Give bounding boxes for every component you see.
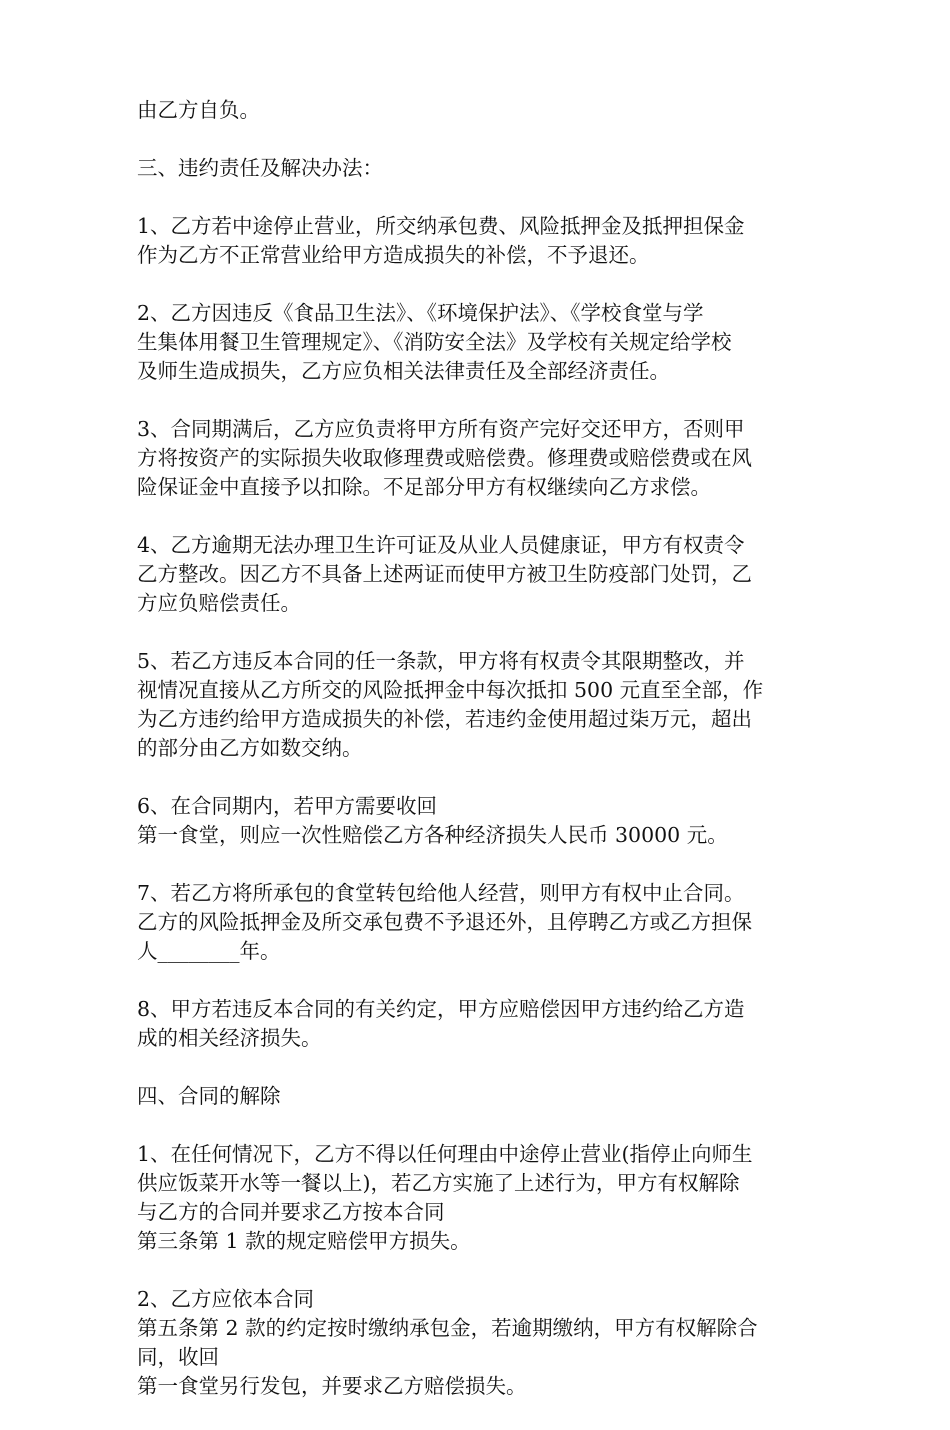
text-line: 三、违约责任及解决办法： xyxy=(137,156,383,180)
text-line: 及师生造成损失，乙方应负相关法律责任及全部经济责任。 xyxy=(137,359,670,383)
text-line: 作为乙方不正常营业给甲方造成损失的补偿，不予退还。 xyxy=(137,243,650,267)
clause-3-5 xyxy=(137,647,827,763)
text-line: 与乙方的合同并要求乙方按本合同 xyxy=(137,1200,445,1224)
clause-3-7 xyxy=(137,879,827,966)
text-line: 由乙方自负。 xyxy=(137,98,260,122)
text-line: 1、乙方若中途停止营业，所交纳承包费、风险抵押金及抵押担保金 xyxy=(137,214,745,238)
text-line: 方应负赔偿责任。 xyxy=(137,591,301,615)
text-line: 同，收回 xyxy=(137,1345,219,1369)
clause-3-8 xyxy=(137,995,827,1053)
text-line: 5、若乙方违反本合同的任一条款，甲方将有权责令其限期整改，并 xyxy=(137,649,745,673)
clause-3-3 xyxy=(137,415,827,502)
clause-4-1 xyxy=(137,1140,827,1256)
text-line: 6、在合同期内，若甲方需要收回 xyxy=(137,794,438,818)
text-line: 8、甲方若违反本合同的有关约定，甲方应赔偿因甲方违约给乙方造 xyxy=(137,997,745,1021)
text-line: 险保证金中直接予以扣除。不足部分甲方有权继续向乙方求偿。 xyxy=(137,475,711,499)
text-line: 1、在任何情况下，乙方不得以任何理由中途停止营业(指停止向师生 xyxy=(137,1142,753,1166)
text-line: 第五条第 2 款的约定按时缴纳承包金，若逾期缴纳，甲方有权解除合 xyxy=(137,1316,758,1340)
text-line: 乙方的风险抵押金及所交承包费不予退还外，且停聘乙方或乙方担保 xyxy=(137,910,752,934)
text-line: 的部分由乙方如数交纳。 xyxy=(137,736,363,760)
text-line: 2、乙方因违反《食品卫生法》、《环境保护法》、《学校食堂与学 xyxy=(137,301,704,325)
text-line: 第一食堂，则应一次性赔偿乙方各种经济损失人民币 30000 元。 xyxy=(137,823,728,847)
text-line: 成的相关经济损失。 xyxy=(137,1026,322,1050)
text-line: 人________年。 xyxy=(137,939,281,963)
text-line: 为乙方违约给甲方造成损失的补偿，若违约金使用超过柒万元，超出 xyxy=(137,707,752,731)
clause-3-6 xyxy=(137,792,827,850)
text-line: 4、乙方逾期无法办理卫生许可证及从业人员健康证，甲方有权责令 xyxy=(137,533,745,557)
text-line: 供应饭菜开水等一餐以上)，若乙方实施了上述行为，甲方有权解除 xyxy=(137,1171,740,1195)
text-line: 3、合同期满后，乙方应负责将甲方所有资产完好交还甲方，否则甲 xyxy=(137,417,745,441)
clause-4-2 xyxy=(137,1285,827,1401)
text-line: 第三条第 1 款的规定赔偿甲方损失。 xyxy=(137,1229,471,1253)
clause-3-4 xyxy=(137,531,827,618)
text-line: 视情况直接从乙方所交的风险抵押金中每次抵扣 500 元直至全部，作 xyxy=(137,678,764,702)
paragraph-1 xyxy=(137,96,827,125)
text-line: 四、合同的解除 xyxy=(137,1084,281,1108)
document-body xyxy=(137,96,827,1430)
text-line: 第一食堂另行发包，并要求乙方赔偿损失。 xyxy=(137,1374,527,1398)
text-line: 2、乙方应依本合同 xyxy=(137,1287,315,1311)
clause-3-1 xyxy=(137,212,827,270)
clause-3-2 xyxy=(137,299,827,386)
text-line: 方将按资产的实际损失收取修理费或赔偿费。修理费或赔偿费或在风 xyxy=(137,446,752,470)
text-line: 乙方整改。因乙方不具备上述两证而使甲方被卫生防疫部门处罚，乙 xyxy=(137,562,752,586)
text-line: 7、若乙方将所承包的食堂转包给他人经营，则甲方有权中止合同。 xyxy=(137,881,745,905)
section-heading-3 xyxy=(137,154,827,183)
section-heading-4 xyxy=(137,1082,827,1111)
text-line: 生集体用餐卫生管理规定》、《消防安全法》及学校有关规定给学校 xyxy=(137,330,732,354)
